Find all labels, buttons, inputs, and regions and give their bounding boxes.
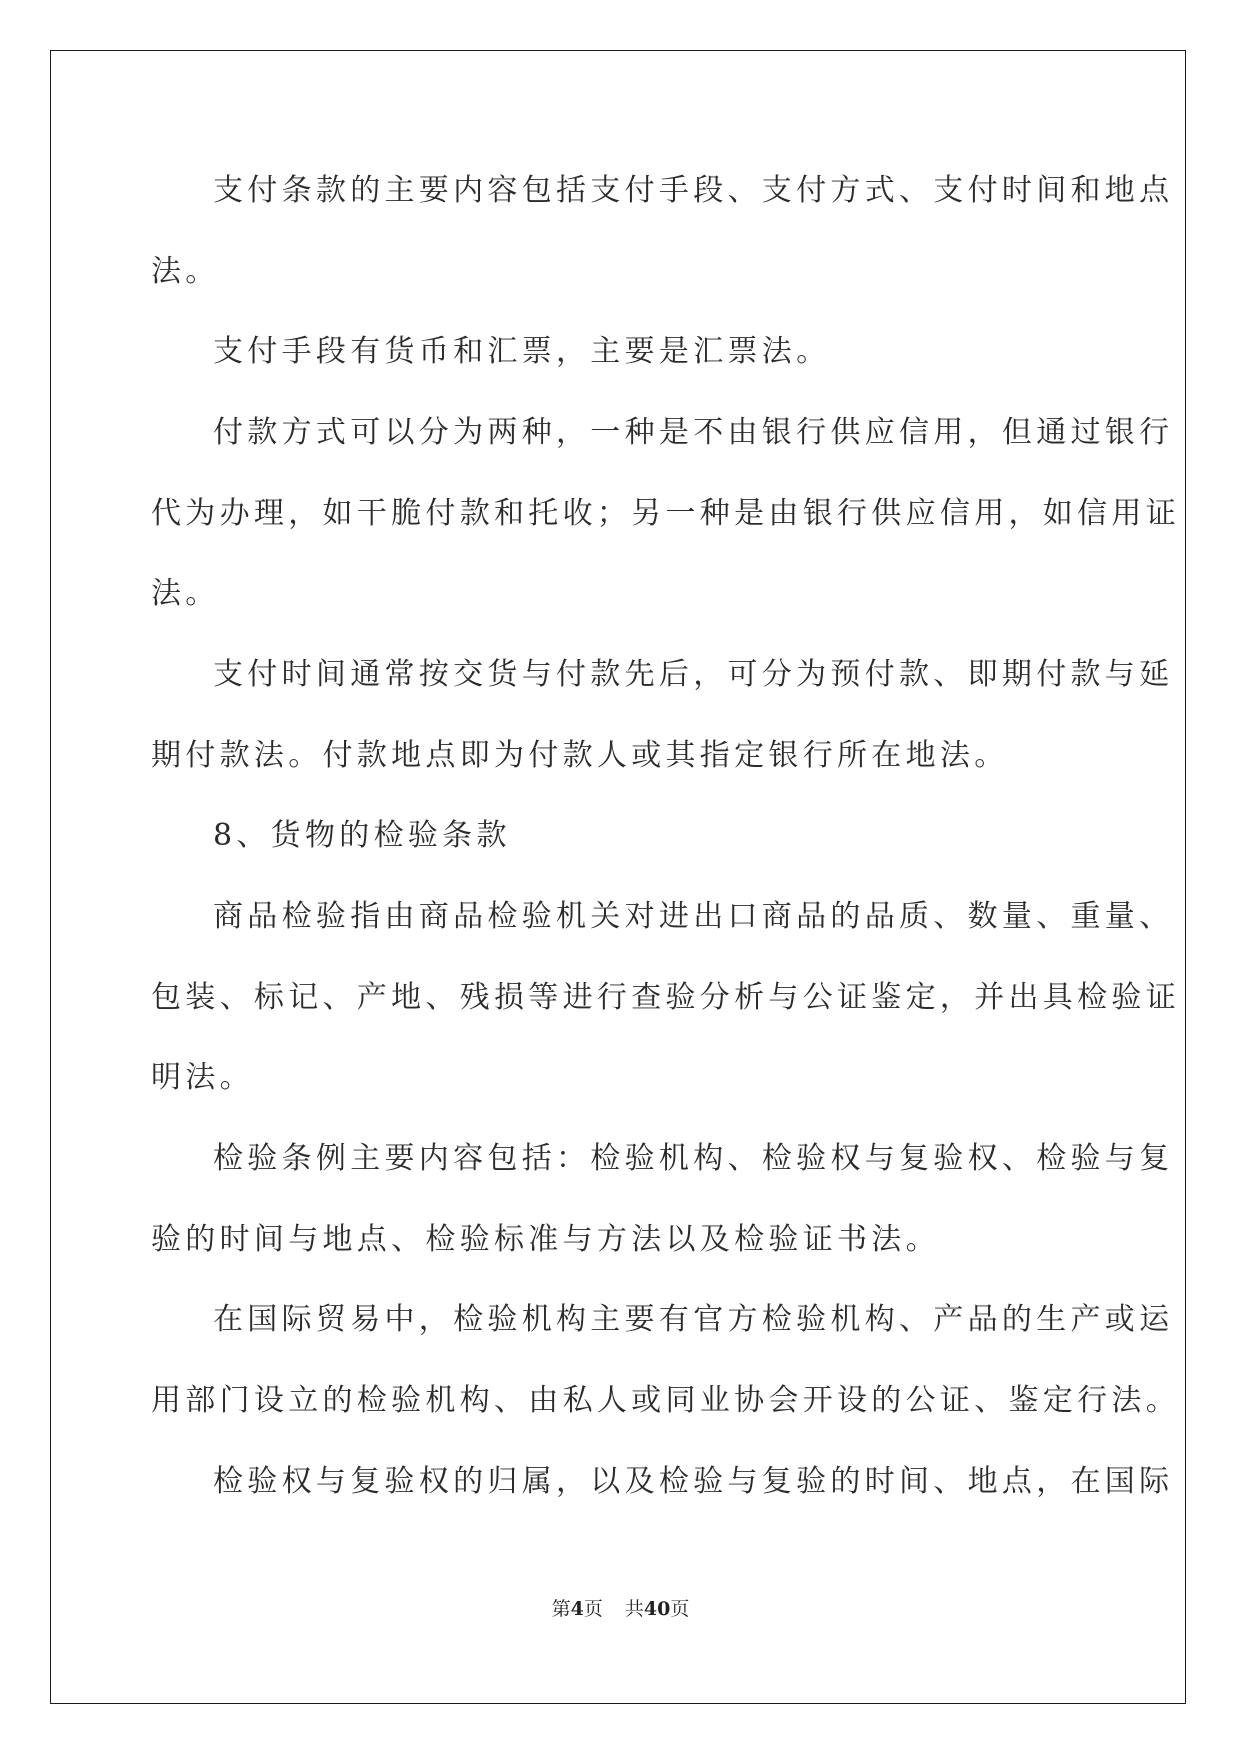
- paragraph-1-line-2: 法。: [151, 254, 220, 289]
- paragraph-6-line-1: 商品检验指由商品检验机关对进出口商品的品质、数量、重量、: [213, 899, 1174, 934]
- footer-page-suffix: 页: [583, 1598, 603, 1620]
- section-heading: 8、货物的检验条款: [213, 818, 511, 853]
- paragraph-7-line-2: 验的时间与地点、检验标准与方法以及检验证书法。: [151, 1222, 940, 1257]
- paragraph-7-line-1: 检验条例主要内容包括：检验机构、检验权与复验权、检验与复: [213, 1141, 1174, 1176]
- footer-page-number: 4: [570, 1598, 584, 1620]
- paragraph-4-line-1: 支付时间通常按交货与付款先后，可分为预付款、即期付款与延: [213, 657, 1174, 692]
- paragraph-9-line-1: 检验权与复验权的归属，以及检验与复验的时间、地点，在国际: [213, 1464, 1174, 1499]
- paragraph-3-line-1: 付款方式可以分为两种，一种是不由银行供应信用，但通过银行: [213, 415, 1174, 450]
- page-border: [50, 50, 1186, 1704]
- paragraph-8-line-1: 在国际贸易中，检验机构主要有官方检验机构、产品的生产或运: [213, 1302, 1174, 1337]
- paragraph-6-line-2: 包装、标记、产地、残损等进行查验分析与公证鉴定，并出具检验证: [151, 980, 1180, 1015]
- paragraph-6-line-3: 明法。: [151, 1060, 254, 1095]
- footer-total-suffix: 页: [670, 1598, 690, 1620]
- page-footer: [0, 1597, 1241, 1621]
- paragraph-2-line-1: 支付手段有货币和汇票，主要是汇票法。: [213, 334, 831, 369]
- paragraph-3-line-2: 代为办理，如干脆付款和托收；另一种是由银行供应信用，如信用证: [151, 496, 1180, 531]
- footer-total-prefix: 共: [624, 1598, 644, 1620]
- paragraph-4-line-2: 期付款法。付款地点即为付款人或其指定银行所在地法。: [151, 738, 1009, 773]
- paragraph-1-line-1: 支付条款的主要内容包括支付手段、支付方式、支付时间和地点: [213, 173, 1174, 208]
- footer-page-prefix: 第: [551, 1598, 571, 1620]
- paragraph-3-line-3: 法。: [151, 576, 220, 611]
- paragraph-8-line-2: 用部门设立的检验机构、由私人或同业协会开设的公证、鉴定行法。: [151, 1383, 1180, 1418]
- footer-total-pages: 40: [643, 1598, 671, 1620]
